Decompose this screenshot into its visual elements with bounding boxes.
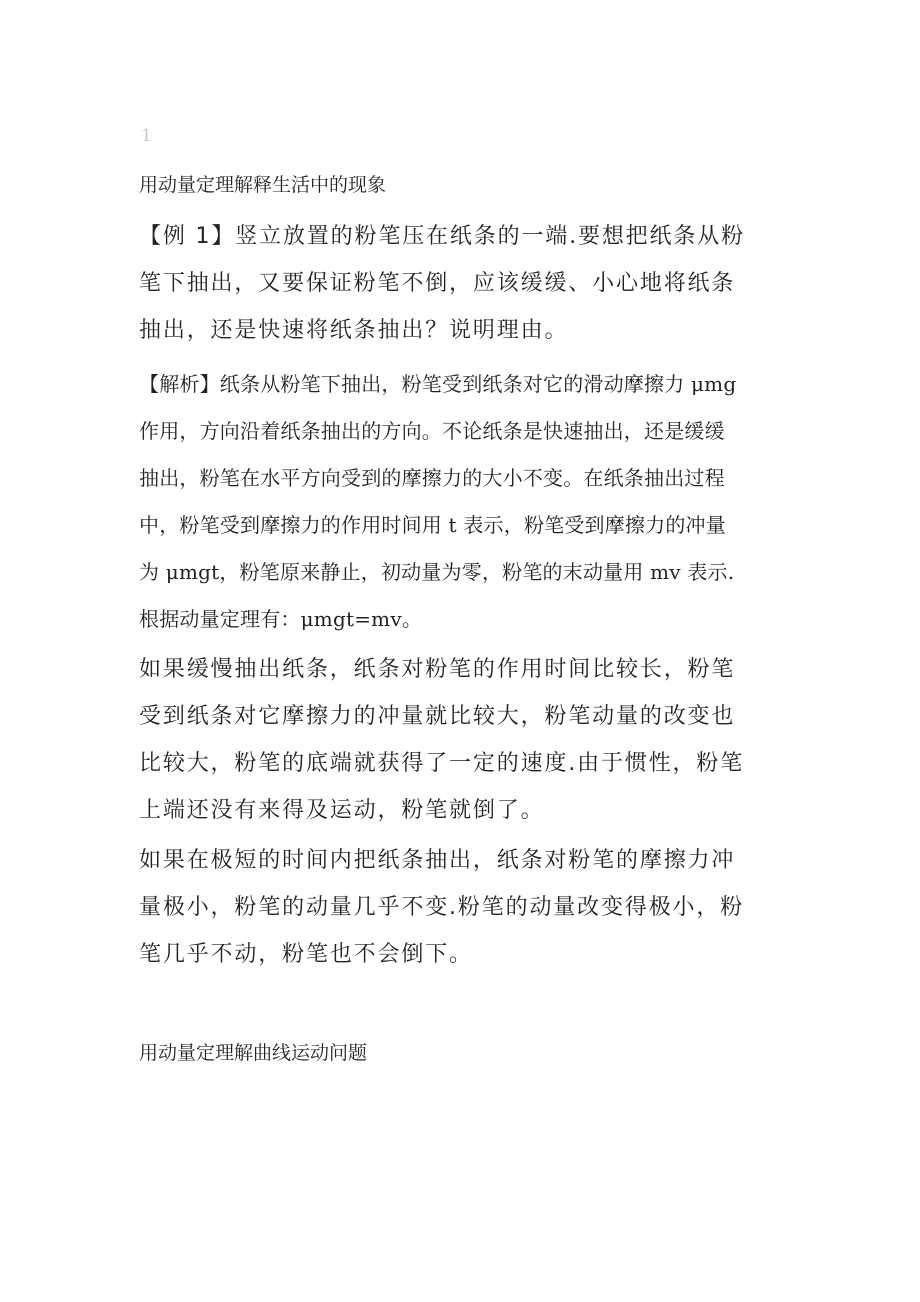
analysis-line: 根据动量定理有：μmgt=mv。: [139, 607, 423, 631]
analysis-answer: [139, 361, 784, 643]
example-question: [139, 213, 784, 354]
analysis-line: 中，粉笔受到摩擦力的作用时间用 t 表示，粉笔受到摩擦力的冲量: [139, 513, 726, 537]
explanation-slow-pull: [139, 646, 784, 834]
paragraph-line: 笔几乎不动，粉笔也不会倒下。: [139, 942, 473, 967]
paragraph-line: 比较大，粉笔的底端就获得了一定的速度.由于惯性，粉笔: [139, 751, 745, 776]
analysis-line: 抽出，粉笔在水平方向受到的摩擦力的大小不变。在纸条抽出过程: [139, 466, 725, 490]
paragraph-line: 如果在极短的时间内把纸条抽出，纸条对粉笔的摩擦力冲: [139, 848, 736, 873]
example-line: 【例 1】竖立放置的粉笔压在纸条的一端.要想把纸条从粉: [139, 224, 745, 249]
example-line: 笔下抽出，又要保证粉笔不倒，应该缓缓、小心地将纸条: [139, 271, 736, 296]
page-number: 1: [141, 126, 152, 146]
section-heading: 用动量定理解曲线运动问题: [139, 1042, 368, 1064]
analysis-line: 【解析】纸条从粉笔下抽出，粉笔受到纸条对它的滑动摩擦力 μmg: [139, 372, 737, 396]
explanation-fast-pull: [139, 837, 784, 978]
section-heading: 用动量定理解释生活中的现象: [139, 174, 387, 196]
paragraph-line: 量极小，粉笔的动量几乎不变.粉笔的动量改变得极小，粉: [139, 895, 745, 920]
example-line: 抽出，还是快速将纸条抽出？说明理由。: [139, 318, 569, 343]
paragraph-line: 上端还没有来得及运动，粉笔就倒了。: [139, 798, 545, 823]
analysis-line: 作用，方向沿着纸条抽出的方向。不论纸条是快速抽出，还是缓缓: [139, 419, 725, 443]
paragraph-line: 如果缓慢抽出纸条，纸条对粉笔的作用时间比较长，粉笔: [139, 657, 736, 682]
analysis-line: 为 μmgt，粉笔原来静止，初动量为零，粉笔的末动量用 mv 表示.: [139, 560, 735, 584]
paragraph-line: 受到纸条对它摩擦力的冲量就比较大，粉笔动量的改变也: [139, 704, 736, 729]
